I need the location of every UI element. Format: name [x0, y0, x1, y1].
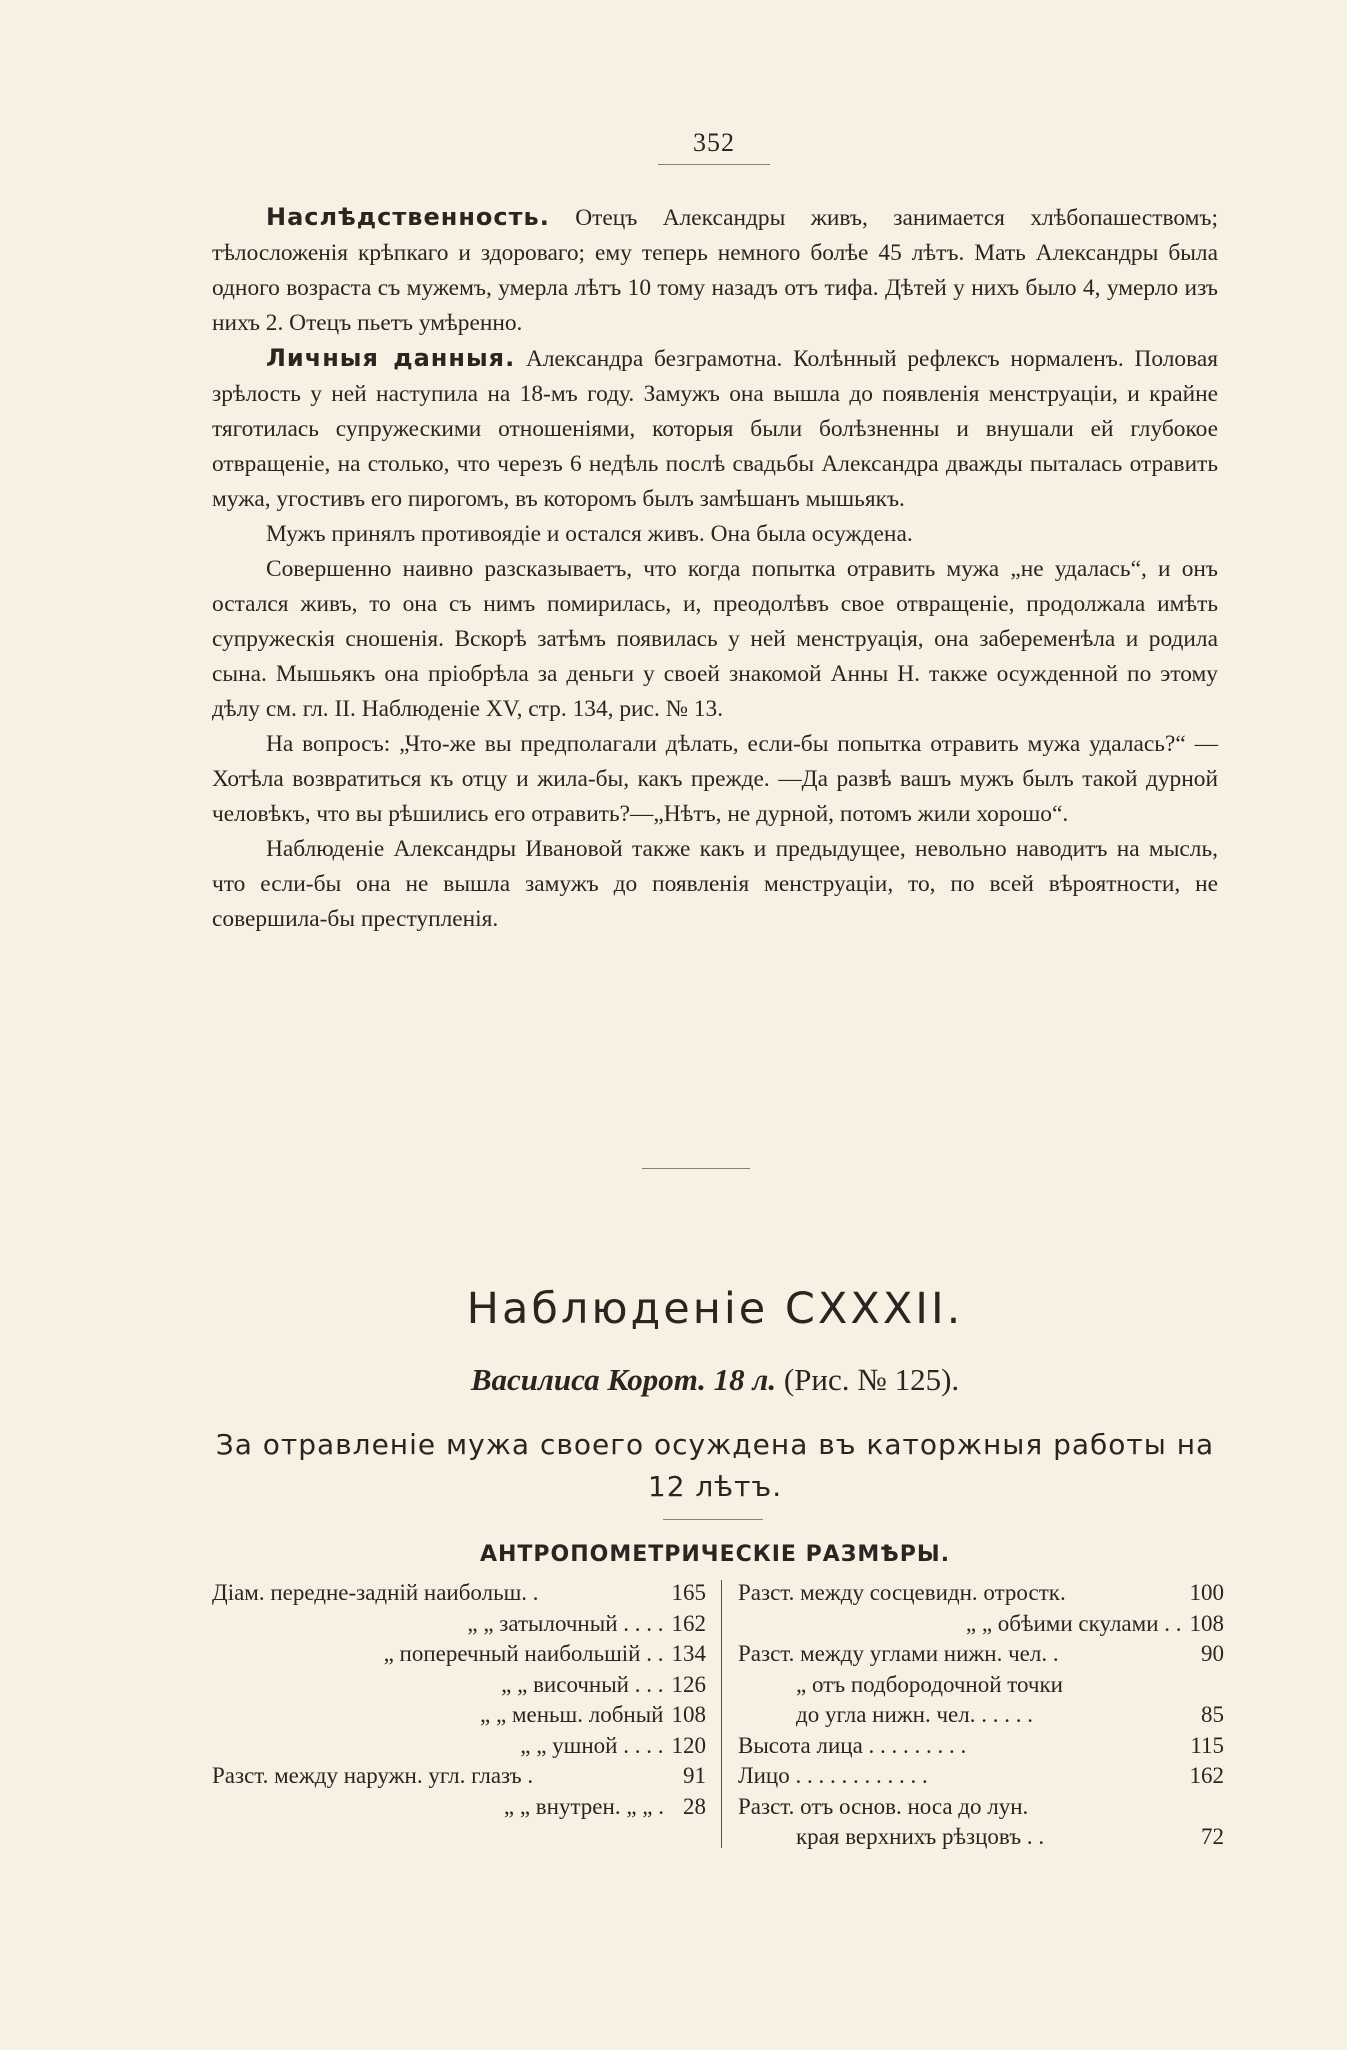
measurement-value: 120	[671, 1732, 706, 1758]
anthropometry-right-column	[738, 1578, 1224, 1853]
measurement-label: „ „ меньш. лобный	[480, 1702, 664, 1727]
paragraph-lead: Наслѣдственность.	[266, 203, 550, 231]
measurement-label: „ поперечный наибольшій . .	[383, 1641, 664, 1666]
measurement-value: 115	[1190, 1732, 1224, 1758]
page-number-rule	[658, 164, 770, 165]
column-divider	[721, 1580, 722, 1848]
subject-figure-ref: (Рис. № 125).	[776, 1362, 960, 1397]
paragraph-text: На вопросъ: „Что-же вы предполагали дѣлать, если-бы попытка отравить мужа удалась?“ — Хотѣла возвратиться къ отцу и жила-бы, какъ прежде. —Да развѣ вашъ мужъ былъ такой дурной человѣкъ, что вы рѣшились его отравить?—„Нѣтъ, не дурной, потомъ жили хорошо“.	[212, 731, 1218, 827]
measurement-row	[738, 1792, 1224, 1823]
paragraph-text: Наблюденіе Александры Ивановой также какъ и предыдущее, невольно наводитъ на мысль, что если-бы она не вышла замужъ до появленія менструаціи, то, по всей вѣроятности, не совершила-бы преступленія.	[212, 836, 1218, 932]
measurement-label: „ отъ подбородочной точки	[796, 1671, 1063, 1697]
measurement-value: 134	[671, 1641, 706, 1666]
measurement-label: Діам. передне-задній наибольш. .	[212, 1580, 539, 1605]
measurement-value: 108	[1189, 1610, 1224, 1636]
observation-subject	[212, 1362, 1218, 1398]
paragraph	[212, 727, 1218, 832]
measurement-label: „ „ внутрен. „ „ .	[503, 1793, 664, 1819]
measurement-label: края верхнихъ рѣзцовъ . .	[796, 1824, 1045, 1849]
measurement-row	[738, 1822, 1224, 1853]
measurement-row	[738, 1700, 1224, 1731]
measurement-label: Разст. между углами нижн. чел. .	[738, 1641, 1059, 1666]
page-number: 352	[693, 128, 735, 157]
measurement-label: „ „ ушной . . . .	[520, 1732, 664, 1758]
measurement-row	[212, 1578, 706, 1609]
measurement-label: Разст. между сосцевидн. отростк.	[738, 1580, 1066, 1605]
measurement-label: „ „ затылочный . . . .	[467, 1610, 664, 1636]
measurement-label: до угла нижн. чел. . . . . .	[796, 1702, 1033, 1727]
measurement-label: „ „ обѣими скулами . .	[965, 1610, 1182, 1636]
measurement-value: 108	[671, 1702, 706, 1727]
sentence-rule	[663, 1519, 763, 1520]
measurement-row	[212, 1761, 706, 1792]
measurement-row	[212, 1700, 706, 1731]
paragraph-lead: Личныя данныя.	[266, 344, 516, 372]
measurement-value: 162	[671, 1610, 706, 1636]
measurement-label: Лицо . . . . . . . . . . . .	[738, 1763, 928, 1788]
section-divider	[642, 1168, 750, 1169]
measurement-row	[738, 1578, 1224, 1609]
measurement-row	[738, 1731, 1224, 1762]
measurement-row	[212, 1609, 706, 1640]
paragraph-text: Отецъ Александры живъ, занимается хлѣбопашествомъ; тѣлосложенія крѣпкаго и здороваго; ему теперь немного болѣе 45 лѣтъ. Мать Александры была одного возраста съ мужемъ, умерла лѣтъ 10 тому назадъ отъ тифа. Дѣтей у нихъ было 4, умерло изъ нихъ 2. Отецъ пьетъ умѣренно.	[212, 205, 1218, 336]
measurement-label: Высота лица . . . . . . . . .	[738, 1732, 967, 1758]
paragraph	[212, 832, 1218, 937]
measurement-value: 91	[683, 1763, 706, 1788]
measurement-row	[212, 1670, 706, 1701]
observation-title: Наблюденіе CXXXII.	[466, 1284, 964, 1334]
measurement-value: 28	[683, 1793, 706, 1819]
paragraph-personal-data	[212, 341, 1218, 517]
measurement-row	[738, 1609, 1224, 1640]
subject-name: Василиса Корот. 18 л.	[470, 1362, 777, 1397]
measurement-row	[212, 1792, 706, 1823]
measurement-value: 100	[1189, 1580, 1224, 1605]
body-text	[212, 200, 1218, 937]
measurement-row	[212, 1639, 706, 1670]
observation-sentence: За отравленіе мужа своего осуждена въ каторжныя работы на 12 лѣтъ.	[215, 1428, 1215, 1503]
measurement-value: 90	[1201, 1641, 1224, 1666]
measurement-row	[738, 1761, 1224, 1792]
anthropometry-heading: АНТРОПОМЕТРИЧЕСКІЕ РАЗМѢРЫ.	[479, 1542, 951, 1567]
measurement-row	[738, 1670, 1224, 1701]
measurement-label: „ „ височный . . .	[501, 1671, 664, 1697]
paragraph	[212, 517, 1218, 552]
measurement-value: 85	[1201, 1702, 1224, 1727]
paragraph	[212, 552, 1218, 727]
measurement-value: 72	[1201, 1824, 1224, 1849]
measurement-label: Разст. отъ основ. носа до лун.	[738, 1793, 1029, 1819]
paragraph-heredity	[212, 200, 1218, 341]
measurement-value: 162	[1189, 1763, 1224, 1788]
measurement-row	[738, 1639, 1224, 1670]
measurement-label: Разст. между наружн. угл. глазъ .	[212, 1763, 534, 1788]
measurement-value: 126	[671, 1671, 706, 1697]
paragraph-text: Александра безграмотна. Колѣнный рефлексъ нормаленъ. Половая зрѣлость у ней наступила на 18-мъ году. Замужъ она вышла до появленія менструаціи, и крайне тяготилась супружескими отношеніями, которыя были болѣзненны и внушали ей глубокое отвращеніе, на столько, что черезъ 6 недѣль послѣ свадьбы Александра дважды пыталась отравить мужа, угостивъ его пирогомъ, въ которомъ былъ замѣшанъ мышьякъ.	[212, 346, 1218, 512]
measurement-row	[212, 1731, 706, 1762]
paragraph-text: Совершенно наивно разсказываетъ, что когда попытка отравить мужа „не удалась“, и онъ остался живъ, то она съ нимъ помирилась, и, преодолѣвъ свое отвращеніе, продолжала имѣть супружескія сношенія. Вскорѣ затѣмъ появилась у ней менструація, она забеременѣла и родила сына. Мышьякъ она пріобрѣла за деньги у своей знакомой Анны Н. также осужденной по этому дѣлу см. гл. II. Наблюденіе XV, стр. 134, рис. № 13.	[212, 556, 1218, 722]
anthropometry-left-column	[212, 1578, 706, 1822]
measurement-value: 165	[671, 1580, 706, 1605]
paragraph-text: Мужъ принялъ противоядіе и остался живъ. Она была осуждена.	[266, 521, 913, 547]
